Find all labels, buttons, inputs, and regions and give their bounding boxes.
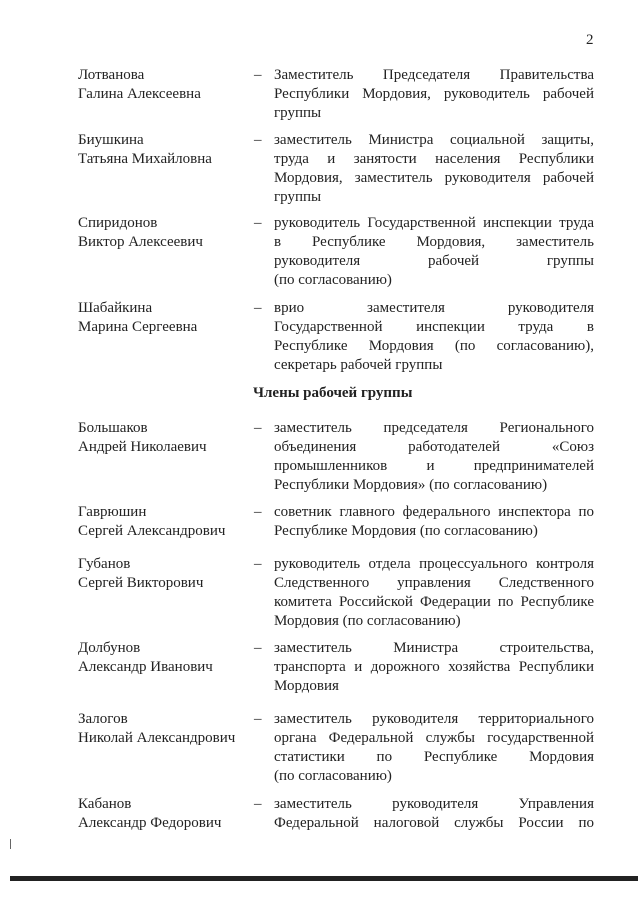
member-name <box>78 66 201 104</box>
member-name <box>78 710 235 748</box>
role-line: группы <box>274 189 322 205</box>
dash: – <box>254 640 262 656</box>
role-line: врио заместителя руководителя <box>274 300 594 316</box>
given-names: Виктор Алексеевич <box>78 234 203 250</box>
member-name <box>78 214 203 252</box>
role-line: Республики Мордовия» (по согласованию) <box>274 477 548 493</box>
given-names: Николай Александрович <box>78 730 236 746</box>
given-names: Галина Алексеевна <box>78 86 201 102</box>
surname: Гаврюшин <box>78 504 147 520</box>
dash: – <box>254 796 262 812</box>
role-line: комитета Российской Федерации по Республике <box>274 594 594 610</box>
role-line: руководителя рабочей группы <box>274 253 594 269</box>
surname: Шабайкина <box>78 300 153 316</box>
member-role <box>274 555 594 631</box>
dash: – <box>254 215 262 231</box>
dash: – <box>254 504 262 520</box>
role-line: Мордовия <box>274 678 339 694</box>
member-role <box>274 66 594 123</box>
surname: Спиридонов <box>78 215 158 231</box>
role-line: группы <box>274 105 322 121</box>
surname: Кабанов <box>78 796 132 812</box>
page-number: 2 <box>586 32 594 48</box>
role-line: в Республике Мордовия, заместитель <box>274 234 594 250</box>
role-line: заместитель Министра социальной защиты, <box>274 132 594 148</box>
given-names: Андрей Николаевич <box>78 439 207 455</box>
scan-mark <box>10 839 11 849</box>
member-role <box>274 214 594 290</box>
given-names: Александр Иванович <box>78 659 213 675</box>
role-line: Республике Мордовия (по согласованию) <box>274 523 538 539</box>
role-line: промышленников и предпринимателей <box>274 458 594 474</box>
given-names: Татьяна Михайловна <box>78 151 212 167</box>
member-role <box>274 710 594 786</box>
member-role <box>274 299 594 375</box>
role-line: заместитель Министра строительства, <box>274 640 594 656</box>
role-line: статистики по Республике Мордовия <box>274 749 594 765</box>
role-line: секретарь рабочей группы <box>274 357 443 373</box>
role-line: Федеральной налоговой службы России по <box>274 815 594 831</box>
surname: Большаков <box>78 420 148 436</box>
role-line: (по согласованию) <box>274 272 392 288</box>
role-line: Следственного управления Следственного <box>274 575 594 591</box>
dash: – <box>254 420 262 436</box>
surname: Залогов <box>78 711 128 727</box>
member-role <box>274 419 594 495</box>
role-line: руководитель отдела процессуального контроля <box>274 556 594 572</box>
section-title: Члены рабочей группы <box>253 385 413 401</box>
role-line: объединения работодателей «Союз <box>274 439 594 455</box>
surname: Долбунов <box>78 640 141 656</box>
dash: – <box>254 67 262 83</box>
given-names: Александр Федорович <box>78 815 222 831</box>
member-name <box>78 795 221 833</box>
member-role <box>274 639 594 696</box>
role-line: заместитель руководителя территориального <box>274 711 594 727</box>
role-line: заместитель председателя Регионального <box>274 420 594 436</box>
member-name <box>78 131 212 169</box>
dash: – <box>254 300 262 316</box>
role-line: труда и занятости населения Республики <box>274 151 594 167</box>
member-role <box>274 503 594 541</box>
role-line: (по согласованию) <box>274 768 392 784</box>
given-names: Сергей Александрович <box>78 523 226 539</box>
role-line: руководитель Государственной инспекции труда <box>274 215 594 231</box>
role-line: Государственной инспекции труда в <box>274 319 594 335</box>
surname: Биушкина <box>78 132 144 148</box>
member-name <box>78 419 207 457</box>
given-names: Марина Сергеевна <box>78 319 198 335</box>
scan-bottom-edge <box>10 876 638 881</box>
member-name <box>78 639 213 677</box>
role-line: Республики Мордовия, руководитель рабочей <box>274 86 594 102</box>
member-name <box>78 299 197 337</box>
member-name <box>78 555 203 593</box>
surname: Лотванова <box>78 67 145 83</box>
role-line: Республике Мордовия (по согласованию), <box>274 338 594 354</box>
member-role <box>274 795 594 833</box>
role-line: Заместитель Председателя Правительства <box>274 67 594 83</box>
role-line: заместитель руководителя Управления <box>274 796 594 812</box>
given-names: Сергей Викторович <box>78 575 204 591</box>
role-line: Мордовия, заместитель руководителя рабочей <box>274 170 594 186</box>
member-name <box>78 503 225 541</box>
surname: Губанов <box>78 556 131 572</box>
member-role <box>274 131 594 207</box>
role-line: органа Федеральной службы государственной <box>274 730 594 746</box>
dash: – <box>254 556 262 572</box>
role-line: Мордовия (по согласованию) <box>274 613 461 629</box>
role-line: транспорта и дорожного хозяйства Республики <box>274 659 594 675</box>
role-line: советник главного федерального инспектора по <box>274 504 594 520</box>
dash: – <box>254 132 262 148</box>
dash: – <box>254 711 262 727</box>
